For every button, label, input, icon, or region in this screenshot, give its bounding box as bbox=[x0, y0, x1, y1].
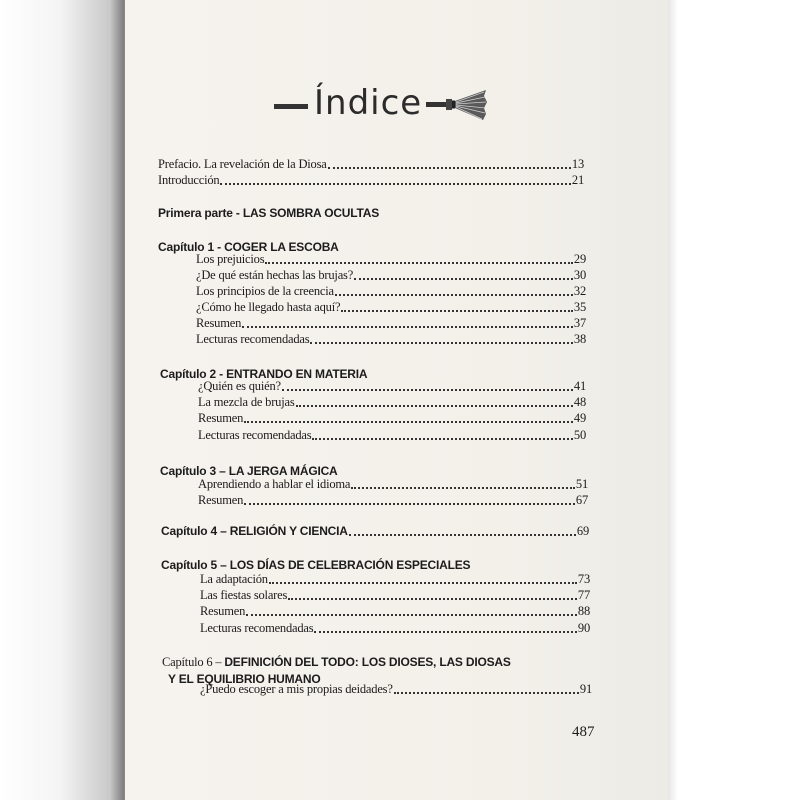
toc-entry-page: 30 bbox=[573, 268, 586, 282]
toc-entry-title: Lecturas recomendadas bbox=[196, 332, 310, 346]
leader-dots bbox=[335, 283, 573, 296]
leader-dots bbox=[349, 523, 576, 536]
toc-entry[interactable] bbox=[196, 314, 586, 330]
broom-icon bbox=[426, 88, 488, 122]
toc-entry-title: La mezcla de brujas bbox=[198, 395, 295, 409]
book-gutter-shadow bbox=[0, 0, 125, 800]
toc-entry-page: 38 bbox=[573, 332, 586, 346]
leader-dots bbox=[354, 267, 573, 280]
leader-dots bbox=[288, 587, 577, 600]
toc-entry[interactable] bbox=[200, 619, 590, 635]
leader-dots bbox=[341, 299, 573, 312]
leader-dots bbox=[310, 331, 572, 344]
toc-entry-page: 32 bbox=[573, 284, 586, 298]
toc-entry-page: 48 bbox=[573, 395, 586, 409]
toc-entry-title: Lecturas recomendadas bbox=[198, 428, 312, 442]
toc-entry-title: Las fiestas solares bbox=[200, 588, 288, 602]
toc-entry-page: 73 bbox=[577, 572, 590, 586]
chapter-title: Capítulo 4 – RELIGIÓN Y CIENCIA bbox=[161, 524, 348, 538]
page-number: 487 bbox=[572, 724, 595, 740]
chapter-heading-3: Capítulo 3 – LA JERGA MÁGICA bbox=[160, 464, 338, 478]
chapter-heading-2: Capítulo 2 - ENTRANDO EN MATERIA bbox=[160, 367, 368, 381]
leader-dots bbox=[244, 410, 573, 423]
chapter-heading-4[interactable] bbox=[161, 522, 589, 538]
title-dash-decoration bbox=[274, 104, 308, 109]
leader-dots bbox=[312, 427, 572, 440]
leader-dots bbox=[282, 378, 573, 391]
toc-entry-page: 41 bbox=[573, 379, 586, 393]
toc-entry[interactable] bbox=[198, 393, 586, 409]
toc-entry[interactable] bbox=[198, 409, 586, 425]
toc-entry-title: ¿Puedo escoger a mis propias deidades? bbox=[200, 682, 393, 696]
toc-entry-page: 77 bbox=[577, 588, 590, 602]
leader-dots bbox=[296, 394, 573, 407]
chapter-heading-1: Capítulo 1 - COGER LA ESCOBA bbox=[158, 240, 339, 254]
toc-entry[interactable] bbox=[198, 491, 588, 507]
toc-entry-page: 50 bbox=[573, 428, 586, 442]
toc-entry-title: ¿De qué están hechas las brujas? bbox=[196, 268, 354, 282]
toc-entry-title: Resumen bbox=[198, 411, 244, 425]
chapter-prefix: Capítulo 6 – bbox=[162, 655, 222, 669]
toc-entry-title: Introducción bbox=[158, 173, 220, 187]
page-title: Índice bbox=[314, 83, 423, 123]
toc-entry[interactable] bbox=[196, 266, 586, 282]
toc-entry-title: ¿Cómo he llegado hasta aquí? bbox=[196, 300, 341, 314]
leader-dots bbox=[265, 251, 573, 264]
toc-entry-page: 13 bbox=[571, 157, 584, 171]
toc-entry-title: Los principios de la creencia bbox=[196, 284, 334, 298]
toc-entry-prefacio[interactable] bbox=[158, 155, 584, 171]
chapter-heading-5: Capítulo 5 – LOS DÍAS DE CELEBRACIÓN ESPECIALES bbox=[161, 558, 471, 572]
leader-dots bbox=[246, 603, 577, 616]
index-header bbox=[274, 78, 488, 128]
leader-dots bbox=[220, 172, 570, 185]
toc-entry[interactable] bbox=[198, 377, 586, 393]
toc-entry-page: 69 bbox=[576, 524, 589, 538]
chapter-heading-6 bbox=[162, 655, 511, 670]
chapter-title-line2: Y EL EQUILIBRIO HUMANO bbox=[168, 672, 321, 686]
toc-entry-page: 88 bbox=[577, 604, 590, 618]
toc-entry-title: Aprendiendo a hablar el idioma bbox=[198, 477, 351, 491]
toc-entry[interactable] bbox=[200, 586, 590, 602]
part-heading: Primera parte - LAS SOMBRA OCULTAS bbox=[158, 206, 380, 220]
toc-entry-title: La adaptación bbox=[200, 572, 268, 586]
toc-entry-title: Resumen bbox=[196, 316, 242, 330]
chapter-title-line1: DEFINICIÓN DEL TODO: LOS DIOSES, LAS DIOSAS bbox=[224, 655, 511, 669]
toc-entry-page: 67 bbox=[575, 493, 588, 507]
toc-entry[interactable] bbox=[198, 426, 586, 442]
leader-dots bbox=[244, 492, 575, 505]
toc-entry[interactable] bbox=[196, 250, 586, 266]
toc-entry-page: 49 bbox=[573, 411, 586, 425]
toc-entry[interactable] bbox=[200, 570, 590, 586]
toc-entry[interactable] bbox=[200, 680, 592, 696]
leader-dots bbox=[269, 571, 577, 584]
toc-entry[interactable] bbox=[200, 602, 590, 618]
leader-dots bbox=[242, 315, 573, 328]
leader-dots bbox=[394, 681, 579, 694]
toc-entry-page: 29 bbox=[573, 252, 586, 266]
toc-entry-title: Resumen bbox=[200, 604, 246, 618]
leader-dots bbox=[328, 156, 571, 169]
toc-entry-page: 37 bbox=[573, 316, 586, 330]
toc-entry-title: Prefacio. La revelación de la Diosa bbox=[158, 157, 327, 171]
leader-dots bbox=[314, 620, 576, 633]
toc-entry-page: 35 bbox=[573, 300, 586, 314]
toc-entry[interactable] bbox=[196, 298, 586, 314]
toc-entry[interactable] bbox=[198, 475, 588, 491]
toc-entry[interactable] bbox=[196, 282, 586, 298]
toc-entry-page: 90 bbox=[577, 621, 590, 635]
page-right-margin bbox=[668, 0, 800, 800]
toc-entry-page: 21 bbox=[571, 173, 584, 187]
toc-entry-title: ¿Quién es quién? bbox=[198, 379, 281, 393]
toc-entry-page: 91 bbox=[579, 682, 592, 696]
toc-entry[interactable] bbox=[196, 330, 586, 346]
toc-entry-page: 51 bbox=[575, 477, 588, 491]
toc-entry-title: Lecturas recomendadas bbox=[200, 621, 314, 635]
toc-entry-introduccion[interactable] bbox=[158, 171, 584, 187]
toc-entry-title: Los prejuicios bbox=[196, 252, 265, 266]
leader-dots bbox=[351, 476, 575, 489]
toc-entry-title: Resumen bbox=[198, 493, 244, 507]
